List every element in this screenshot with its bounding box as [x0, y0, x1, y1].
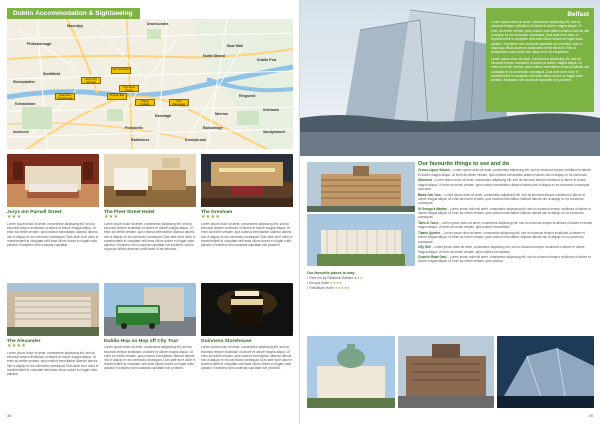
map-label: Phibsborough — [27, 42, 52, 46]
favourite-item: • Fitzwilliam Hotel ★★★★★ — [307, 286, 350, 291]
thing-item — [418, 193, 594, 206]
city-map — [7, 19, 293, 149]
tour-photo — [104, 283, 196, 336]
thing-name: St George's Market — [418, 206, 447, 211]
belfast-intro-2: Lorem ipsum dolor sit amet, consectetur adipiscing elit, sed do eiusmod tempor incididunt ut labore et dolore magna aliqua. Ut enim ad minim veniam, quis nostrud exercitation ullamco laboris nisi ut aliquip ex ea commodo consequat. Duis aute irure dolor in reprehenderit in voluptate velit esse cillum dolore eu fugiat nulla pariatur. Excepteur sint occaecat cupidatat non proident. — [491, 56, 589, 83]
thing-name: Tales & Tours — [418, 221, 439, 226]
thing-text: – Lorem ipsum dolor sit amet, consectetur adipiscing elit, sed do eiusmod tempor incididunt ut labore et dolore magna aliqua. Ut enim ad minim veniam, quis nostrud exercitation ullamco laboris nisi ut aliquip ex ea commodo consequat. — [418, 192, 586, 206]
hotel-card — [7, 283, 99, 376]
hotel-description: Lorem ipsum dolor sit amet, consectetur adipiscing elit, sed do eiusmod tempor incididunt ut labore et dolore magna aliqua. Ut enim ad minim veniam, quis nostrud exercitation ullamco laboris nisi ut aliquip ex ea commodo consequat. Duis aute irure dolor in reprehenderit in voluptate velit esse cillum dolore eu fugiat nulla pariatur. Excepteur sint occaecat cupidatat non proident. — [201, 221, 293, 247]
belfast-title: Belfast — [567, 11, 589, 18]
star-rating: ★★★★ — [7, 343, 27, 350]
hotel-name: The Fleet Street Hotel — [104, 210, 155, 215]
thing-name: Crumlin Road Gaol — [418, 255, 447, 260]
things-title: Our favourite things to see and do — [418, 161, 510, 167]
map-label: North Strand — [203, 54, 225, 58]
map-label: Sandymount — [263, 130, 285, 134]
map-pin[interactable]: The Gresham — [111, 67, 131, 74]
city-hall-photo — [307, 336, 395, 408]
map-label: Dublin Port — [257, 58, 277, 62]
favourite-name: Fitzwilliam Hotel — [309, 286, 334, 291]
star-rating: ★★★★★ — [334, 286, 350, 291]
map-label: Drumcondra — [147, 22, 169, 26]
map-pin[interactable]: Jurys Inn Parnell — [81, 77, 101, 84]
map-pin[interactable]: The Fleet Street — [119, 85, 139, 92]
thing-text: – Lorem ipsum dolor sit amet, consectetur adipiscing elit, sed do eiusmod tempor incididunt ut labore et dolore magna aliqua. Ut enim ad minim veniam, quis nostrud exercitation ullamco laboris nisi ut aliquip ex ea commodo consequat. — [418, 231, 585, 244]
favourite-item: • Park Inn by Radisson Belfast ★★★ — [307, 276, 363, 281]
thing-item — [418, 178, 594, 191]
hotel-name: The Gresham — [201, 210, 233, 215]
building-photo — [307, 162, 415, 212]
map-label: Stoneybatter — [13, 80, 35, 84]
map-label: Ranelagh — [155, 114, 172, 118]
attraction-card — [201, 283, 293, 371]
favourite-name: Europa Hotel — [309, 281, 329, 286]
hotel-photo — [7, 154, 99, 207]
favourites-title: Our favourite places to stay: — [307, 271, 356, 275]
things-to-do — [418, 161, 594, 264]
thing-text: – Lorem ipsum dolor sit amet, consectetur adipiscing elit, sed do eiusmod tempor incididunt ut labore et dolore magna aliqua. Ut enim ad minim veniam, quis nostrud exercitation ullamco laboris nisi ut aliquip ex ea commodo consequat duis aute. — [418, 178, 590, 191]
thing-name: Crown Liquor Saloon — [418, 168, 450, 173]
section-banner: Dublin Accommodation & Sightseeing — [7, 8, 140, 19]
map-label: East Wall — [227, 44, 243, 48]
page-number: 38 — [7, 413, 12, 418]
map-label: Rathmines — [131, 138, 150, 142]
thing-item — [418, 168, 594, 177]
thing-name: Titanic Quarter — [418, 231, 441, 235]
map-label: Donnybrook — [185, 138, 207, 142]
titanic-photo — [497, 336, 594, 408]
thing-text: – Lorem ipsum dolor sit amet, consectetur adipiscing elit, sed do eiusmod tempor incididunt ut labore et dolore magna aliqua. Ut enim ad minim veniam, quis nostrud exercitation ullamco laboris nisi ut aliquip ex ea commodo consequat. — [418, 206, 591, 220]
hotel-card — [104, 154, 196, 251]
attraction-description: Lorem ipsum dolor sit amet, consectetur adipiscing elit, sed do eiusmod tempor incididunt ut labore et dolore magna aliqua. Ut enim ad minim veniam, quis nostrud exercitation ullamco laboris nisi ut aliquip ex ea commodo consequat. Duis aute irure dolor in reprehenderit in voluptate velit esse cillum dolore eu fugiat nulla pariatur. Excepteur sint occaecat cupidatat non proident. — [201, 345, 293, 371]
thing-item — [418, 255, 594, 264]
right-page — [300, 0, 600, 424]
thing-item — [418, 207, 594, 220]
map-pin[interactable]: Guinness Storehouse — [55, 93, 75, 100]
star-rating: ★★★ — [353, 276, 363, 281]
map-label: Irishtown — [263, 108, 279, 112]
map-label: Merrion — [215, 112, 229, 116]
map-pin[interactable]: Temple Bar — [107, 93, 127, 100]
parliament-photo — [307, 214, 415, 266]
thing-name: Stormont — [418, 178, 432, 183]
star-rating: ★★★★ — [201, 214, 221, 221]
hotel-card — [7, 154, 99, 247]
map-label: Ballsbridge — [203, 126, 223, 130]
belfast-intro: Lorem ipsum dolor sit amet, consectetur adipiscing elit, sed do eiusmod tempor incididunt ut labore et dolore magna aliqua. Ut enim ad minim veniam, quis nostrud exercitation ullamco laboris nisi ut aliquip ex ea commodo consequat. Duis aute irure dolor in reprehenderit in voluptate velit esse cillum dolore eu fugiat nulla pariatur. Excepteur sint occaecat cupidatat non proident, sunt in culpa qui officia deserunt mollit anim id est laborum. Sed ut perspiciatis unde omnis iste natus error sit voluptatem. — [491, 20, 589, 55]
tour-name: Dublin Hop on Hop off City Tour — [104, 339, 179, 344]
tour-description: Lorem ipsum dolor sit amet, consectetur adipiscing elit, sed do eiusmod tempor incididunt ut labore et dolore magna aliqua. Ut enim ad minim veniam, quis nostrud exercitation ullamco laboris nisi ut aliquip ex ea commodo consequat. Duis aute irure dolor in reprehenderit in voluptate velit esse cillum dolore eu fugiat nulla pariatur. Excepteur sint occaecat cupidatat non proident. — [104, 345, 196, 371]
thing-name: City Hall — [418, 245, 431, 250]
hotel-photo — [201, 154, 293, 207]
thing-text: – Lorem ipsum dolor sit amet, consectetur adipiscing elit, sed do eiusmod tempor incididunt ut labore et dolore magna aliqua. Ut enim ad minim veniam, quis nostrud exercitation. — [418, 245, 585, 254]
map-pin[interactable]: The Alexander — [169, 99, 189, 106]
map-label: Portobello — [125, 126, 143, 130]
map-label: Kilmainham — [15, 102, 36, 106]
hotel-description: Lorem ipsum dolor sit amet, consectetur adipiscing elit, sed do eiusmod tempor incididunt ut labore et dolore magna aliqua. Ut enim ad minim veniam, quis nostrud exercitation ullamco laboris nisi ut aliquip ex ea commodo consequat. Duis aute irure dolor in reprehenderit in voluptate velit esse cillum dolore eu fugiat nulla pariatur. Excepteur sint occaecat cupidatat non proident, sunt in culpa qui officia deserunt mollit anim id est laborum. — [104, 221, 196, 252]
map-graphic — [7, 19, 293, 149]
thing-item — [418, 231, 594, 244]
hotel-photo — [104, 154, 196, 207]
favourite-item: • Europa Hotel ★★★★ — [307, 281, 343, 286]
belfast-intro-box — [486, 8, 594, 112]
page-number: 39 — [588, 413, 593, 418]
thing-text: – Lorem ipsum dolor sit amet, consectetur adipiscing elit, sed do eiusmod tempor incididunt ut labore et dolore magna aliqua. Ut enim ad minim veniam, quis nostrud exercitation ullamco laboris nisi ut aliquip ex ea commodo. — [418, 168, 591, 177]
hotel-description: Lorem ipsum dolor sit amet, consectetur adipiscing elit, sed do eiusmod tempor incididunt ut labore et dolore magna aliqua. Ut enim ad minim veniam, quis nostrud exercitation ullamco laboris nisi ut aliquip ex ea commodo consequat. Duis aute irure dolor in reprehenderit in voluptate velit esse cillum dolore eu fugiat nulla pariatur. Excepteur sint occaecat cupidatat. — [7, 221, 99, 247]
hotel-photo — [7, 283, 99, 336]
map-label: Smithfield — [43, 72, 61, 76]
map-pin[interactable]: Trinity College — [135, 99, 155, 106]
map-label: Ringsend — [239, 94, 256, 98]
hotel-description: Lorem ipsum dolor sit amet, consectetur adipiscing elit, sed do eiusmod tempor incididunt ut labore et dolore magna aliqua. Ut enim ad minim veniam, quis nostrud exercitation ullamco laboris nisi ut aliquip ex ea commodo consequat. Duis aute irure dolor in reprehenderit in voluptate velit esse cillum dolore eu fugiat nulla pariatur. — [7, 350, 99, 376]
favourite-places — [307, 271, 415, 291]
thing-item — [418, 221, 594, 230]
hotel-card — [201, 154, 293, 247]
attraction-name: Guinness Storehouse — [201, 339, 252, 344]
star-rating: ★★★ — [104, 214, 119, 221]
tour-card — [104, 283, 196, 371]
gaol-photo — [398, 336, 494, 408]
attraction-photo — [201, 283, 293, 336]
map-label: Mountjoy — [67, 24, 83, 28]
star-rating: ★★★★ — [329, 281, 343, 286]
hotel-name: Jurys Inn Parnell Street — [7, 210, 62, 215]
map-label: Inchicore — [13, 130, 29, 134]
thing-text: – Lorem ipsum dolor sit amet, consectetur adipiscing elit, sed do eiusmod tempor incididunt ut labore et dolore magna aliqua. Ut enim ad minim veniam, quis nostrud exercitation. — [418, 221, 593, 230]
hotel-name: The Alexander — [7, 339, 41, 344]
star-rating: ★★★ — [7, 214, 22, 221]
favourite-name: Park Inn by Radisson Belfast — [309, 276, 353, 281]
thing-text: – Lorem ipsum dolor sit amet, consectetur adipiscing elit, sed do eiusmod tempor incididunt ut labore et dolore magna aliqua. Ut enim ad minim veniam, quis nostrud. — [418, 255, 591, 264]
thing-name: Black Cab Tour — [418, 192, 441, 197]
thing-item — [418, 245, 594, 254]
